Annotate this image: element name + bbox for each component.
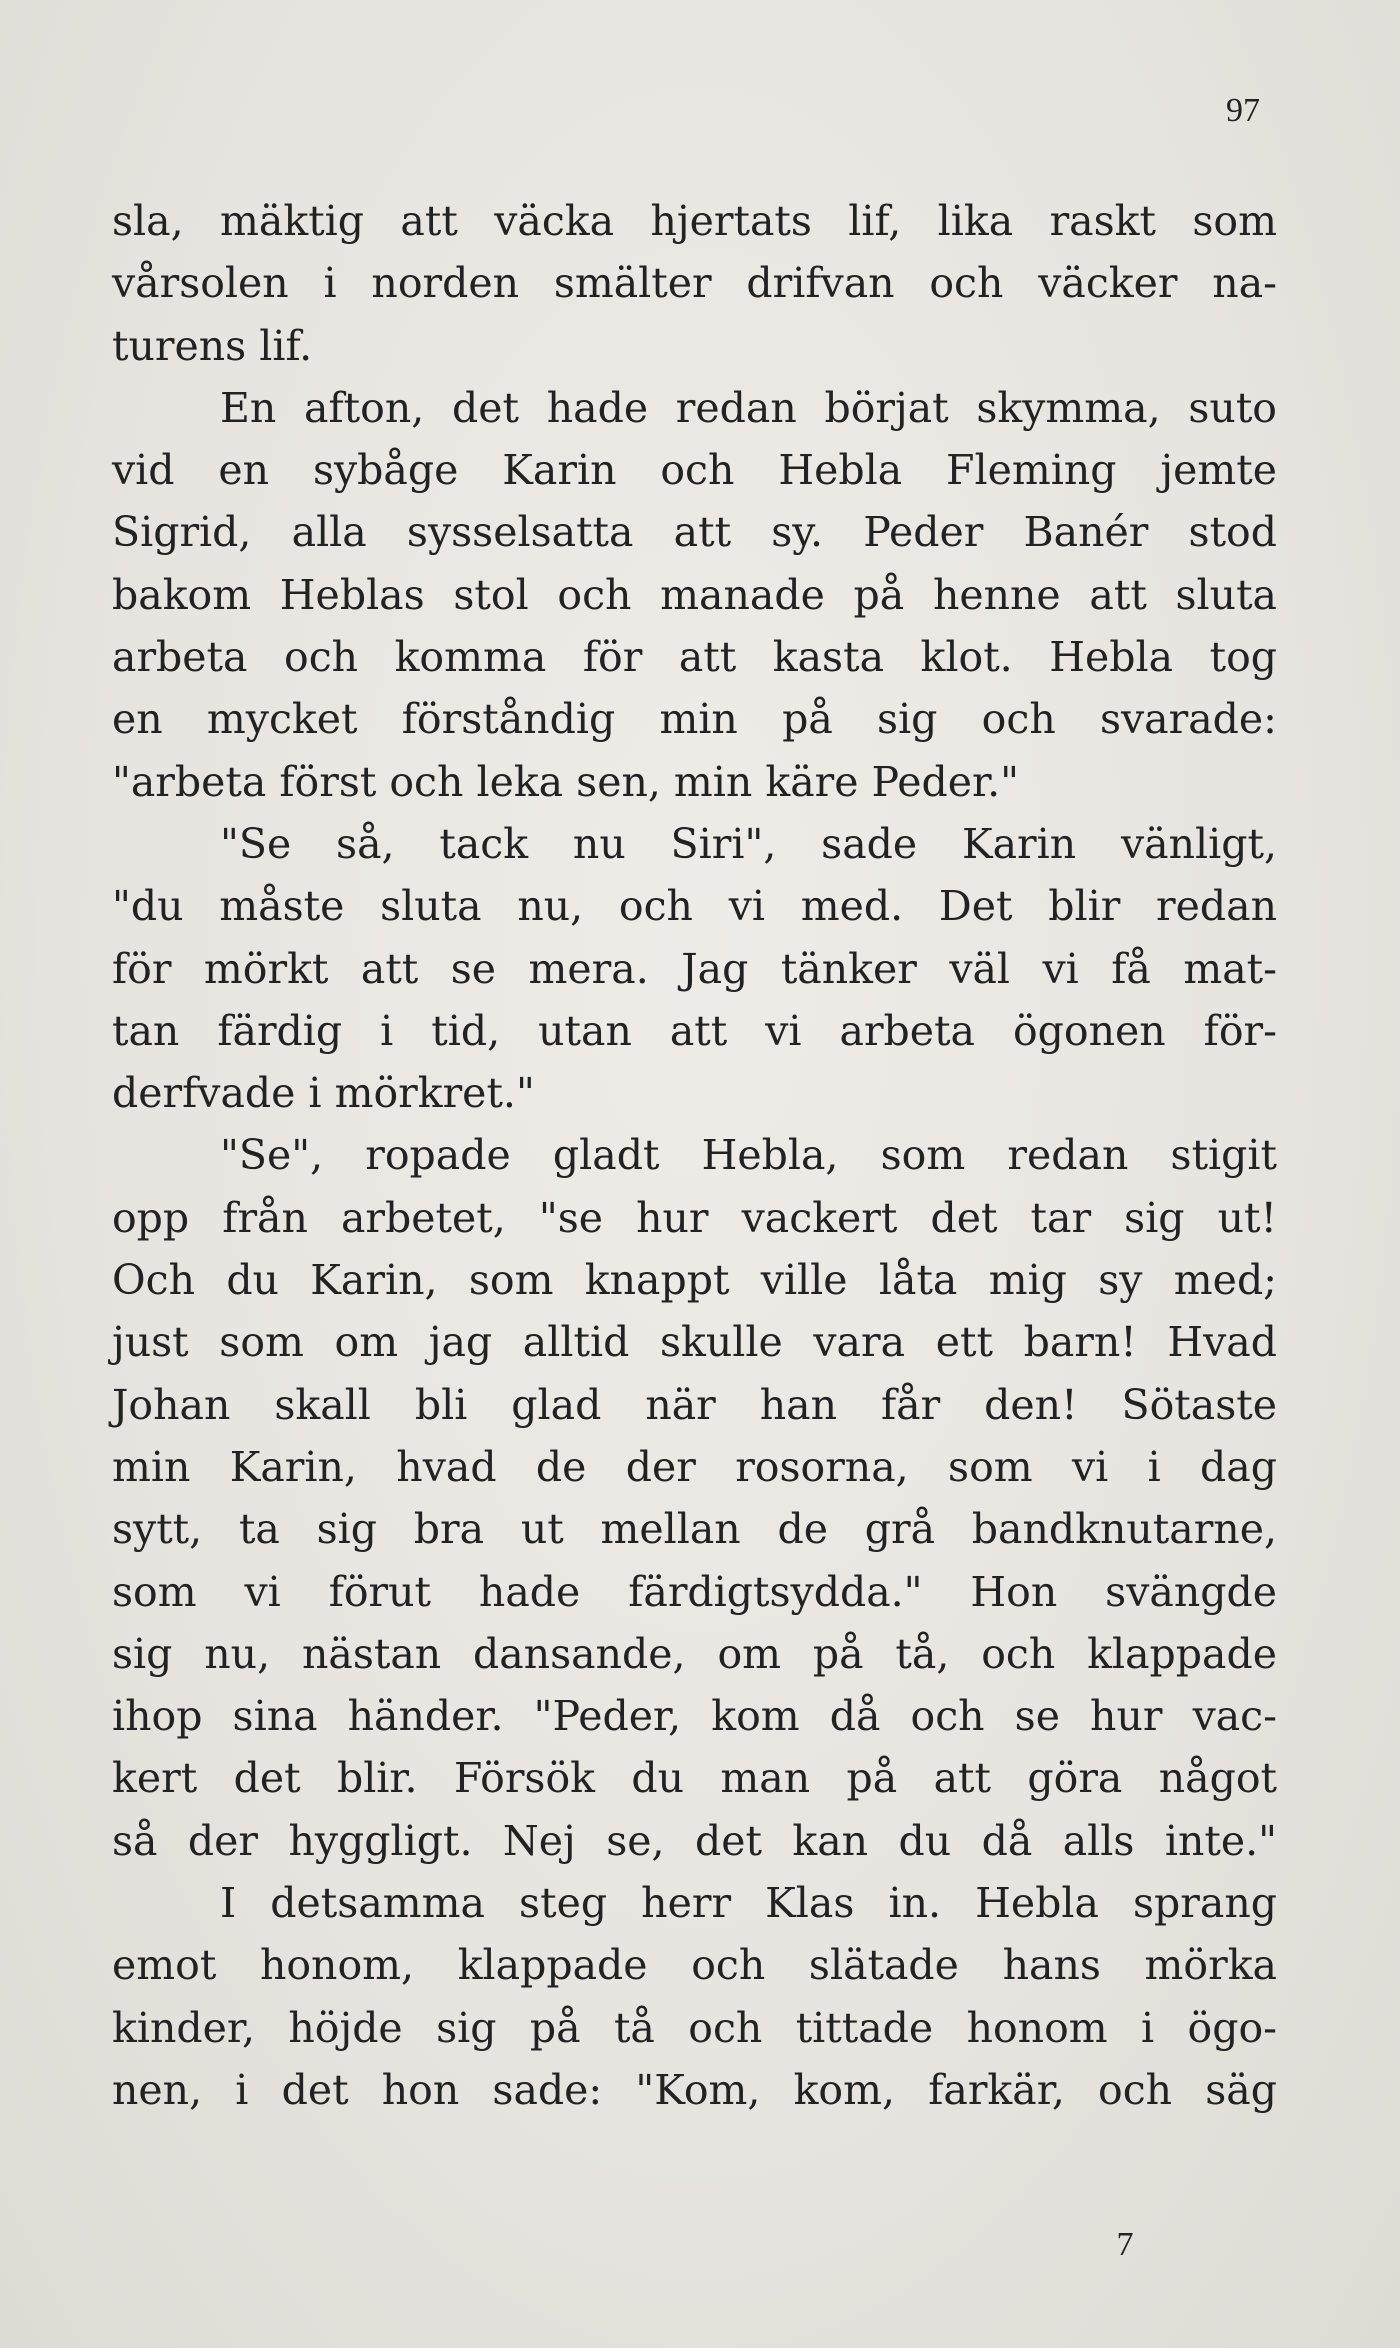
text-line: arbeta och komma för att kasta klot. Hebla tog — [112, 633, 1277, 682]
text-line: kinder, höjde sig på tå och tittade honom i ögo- — [112, 2003, 1277, 2052]
text-line: min Karin, hvad de der rosorna, som vi i dag — [112, 1442, 1277, 1491]
text-line: bakom Heblas stol och manade på henne att sluta — [112, 570, 1277, 619]
signature-mark: 7 — [1116, 2226, 1134, 2263]
text-line: sig nu, nästan dansande, om på tå, och klappade — [112, 1629, 1277, 1678]
text-line: för mörkt att se mera. Jag tänker väl vi få mat- — [112, 944, 1277, 993]
text-line: opp från arbetet, "se hur vackert det tar sig ut! — [112, 1193, 1277, 1242]
text-line: som vi förut hade färdigtsydda." Hon svängde — [112, 1567, 1277, 1616]
text-line: så der hyggligt. Nej se, det kan du då alls inte." — [112, 1816, 1277, 1865]
text-line: tan färdig i tid, utan att vi arbeta ögonen för- — [112, 1006, 1277, 1055]
text-line: "arbeta först och leka sen, min käre Peder." — [112, 757, 1020, 806]
text-line: ihop sina händer. "Peder, kom då och se hur vac- — [112, 1692, 1277, 1741]
text-line: Sigrid, alla sysselsatta att sy. Peder Banér stod — [112, 508, 1277, 557]
body-text — [112, 190, 1277, 2121]
text-line: Och du Karin, som knappt ville låta mig sy med; — [112, 1256, 1277, 1305]
text-line: sla, mäktig att väcka hjertats lif, lika raskt som — [112, 197, 1277, 245]
text-line: just som om jag alltid skulle vara ett barn! Hvad — [112, 1318, 1277, 1367]
text-line: kert det blir. Försök du man på att göra något — [112, 1754, 1277, 1803]
page-number: 97 — [1226, 92, 1260, 129]
text-line: derfvade i mörkret." — [112, 1069, 535, 1118]
text-line: en mycket förståndig min på sig och svarade: — [112, 695, 1277, 744]
text-line: "Se så, tack nu Siri", sade Karin vänligt, — [220, 819, 1277, 868]
text-line: "Se", ropade gladt Hebla, som redan stigit — [220, 1131, 1277, 1180]
text-line: sytt, ta sig bra ut mellan de grå bandknutarne, — [112, 1505, 1277, 1554]
text-line: vårsolen i norden smälter drifvan och väcker na- — [112, 259, 1277, 308]
text-line: Johan skall bli glad när han får den! Sötaste — [112, 1380, 1277, 1429]
text-line: vid en sybåge Karin och Hebla Fleming jemte — [112, 446, 1277, 495]
text-line: nen, i det hon sade: "Kom, kom, farkär, och säg — [112, 2065, 1277, 2114]
text-line: emot honom, klappade och slätade hans mörka — [112, 1941, 1277, 1990]
text-line: En afton, det hade redan börjat skymma, suto — [220, 383, 1277, 432]
text-line: turens lif. — [112, 321, 313, 370]
text-line: "du måste sluta nu, och vi med. Det blir redan — [112, 882, 1277, 931]
text-line: I detsamma steg herr Klas in. Hebla sprang — [220, 1879, 1277, 1928]
